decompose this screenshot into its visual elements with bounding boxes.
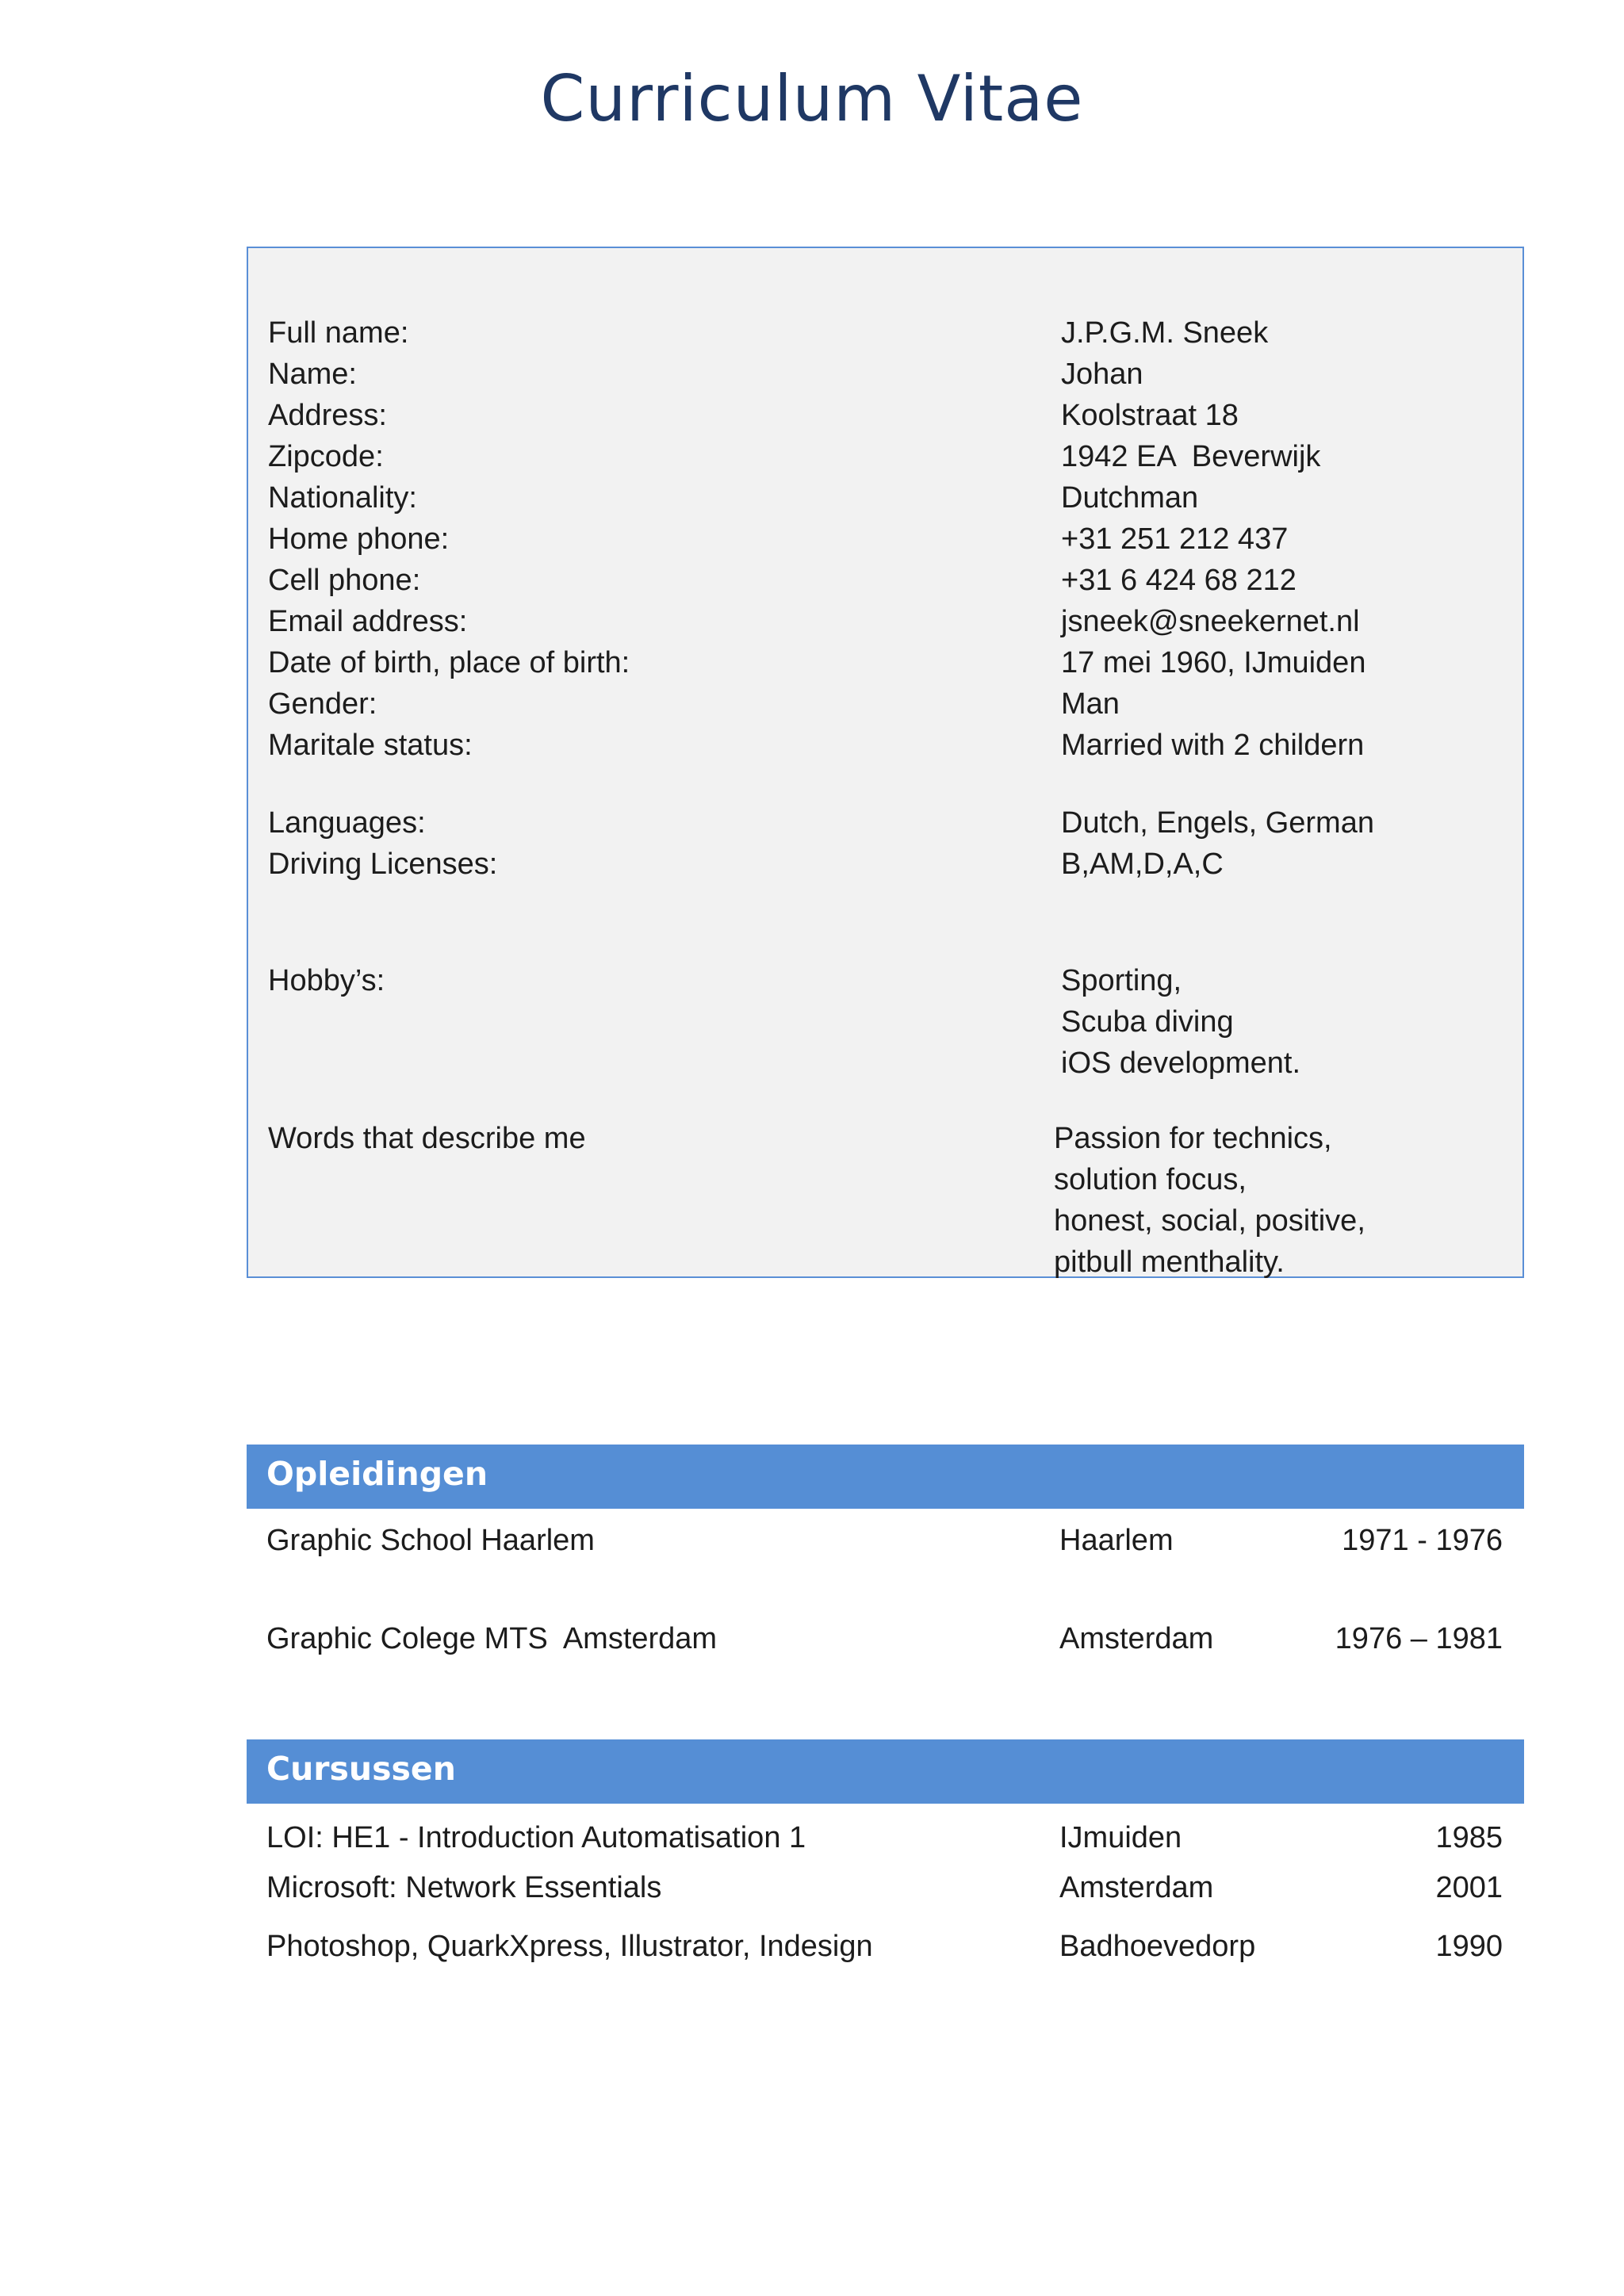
- value-cell-phone: +31 6 424 68 212: [1061, 564, 1297, 597]
- label-email: Email address:: [268, 605, 468, 638]
- course-place: IJmuiden: [1059, 1821, 1182, 1854]
- education-heading: Opleidingen: [266, 1455, 488, 1493]
- words-line: honest, social, positive,: [1054, 1204, 1365, 1238]
- course-year: 1985: [1435, 1821, 1503, 1854]
- hobby-line: Sporting,: [1061, 964, 1182, 997]
- label-address: Address:: [268, 399, 387, 432]
- value-zipcode: 1942 EA Beverwijk: [1061, 440, 1321, 473]
- value-driving-licenses: B,AM,D,A,C: [1061, 848, 1224, 881]
- course-row: [247, 1817, 1524, 1858]
- value-name: Johan: [1061, 358, 1143, 391]
- value-hobbies: [1061, 960, 1300, 1084]
- personal-info-box: [247, 247, 1524, 1278]
- value-gender: Man: [1061, 687, 1120, 721]
- label-home-phone: Home phone:: [268, 522, 450, 556]
- course-row: [247, 1867, 1524, 1908]
- course-year: 2001: [1435, 1871, 1503, 1904]
- education-place: Haarlem: [1059, 1524, 1174, 1557]
- courses-heading: Cursussen: [266, 1750, 456, 1788]
- label-name: Name:: [268, 358, 357, 391]
- education-name: Graphic Colege MTS Amsterdam: [266, 1622, 718, 1655]
- label-hobbies: Hobby’s:: [268, 964, 385, 997]
- hobby-line: iOS development.: [1061, 1047, 1301, 1080]
- courses-header: [247, 1739, 1524, 1804]
- education-row: [247, 1618, 1524, 1659]
- label-words: Words that describe me: [268, 1122, 586, 1155]
- value-address: Koolstraat 18: [1061, 399, 1239, 432]
- words-line: pitbull menthality.: [1054, 1246, 1285, 1279]
- course-year: 1990: [1435, 1930, 1503, 1963]
- course-row: [247, 1926, 1524, 1967]
- label-languages: Languages:: [268, 806, 426, 840]
- value-email: jsneek@sneekernet.nl: [1061, 605, 1360, 638]
- label-full-name: Full name:: [268, 316, 409, 350]
- label-nationality: Nationality:: [268, 481, 417, 515]
- value-home-phone: +31 251 212 437: [1061, 522, 1289, 556]
- words-line: solution focus,: [1054, 1163, 1247, 1196]
- course-name: LOI: HE1 - Introduction Automatisation 1: [266, 1821, 806, 1854]
- label-driving-licenses: Driving Licenses:: [268, 848, 498, 881]
- label-cell-phone: Cell phone:: [268, 564, 421, 597]
- label-birth: Date of birth, place of birth:: [268, 646, 630, 679]
- page-title: Curriculum Vitae: [540, 62, 1084, 136]
- course-name: Photoshop, QuarkXpress, Illustrator, Indesign: [266, 1930, 873, 1963]
- education-place: Amsterdam: [1059, 1622, 1214, 1655]
- education-name: Graphic School Haarlem: [266, 1524, 595, 1557]
- words-line: Passion for technics,: [1054, 1122, 1332, 1155]
- value-full-name: J.P.G.M. Sneek: [1061, 316, 1269, 350]
- education-years: 1971 - 1976: [1342, 1524, 1503, 1557]
- course-place: Badhoevedorp: [1059, 1930, 1256, 1963]
- value-words: [1054, 1118, 1365, 1283]
- education-years: 1976 – 1981: [1335, 1622, 1503, 1655]
- value-nationality: Dutchman: [1061, 481, 1199, 515]
- label-gender: Gender:: [268, 687, 377, 721]
- label-marital-status: Maritale status:: [268, 729, 473, 762]
- value-marital-status: Married with 2 childern: [1061, 729, 1365, 762]
- course-place: Amsterdam: [1059, 1871, 1214, 1904]
- course-name: Microsoft: Network Essentials: [266, 1871, 662, 1904]
- education-row: [247, 1520, 1524, 1561]
- label-zipcode: Zipcode:: [268, 440, 384, 473]
- value-birth: 17 mei 1960, IJmuiden: [1061, 646, 1366, 679]
- hobby-line: Scuba diving: [1061, 1005, 1234, 1039]
- education-header: [247, 1445, 1524, 1509]
- value-languages: Dutch, Engels, German: [1061, 806, 1374, 840]
